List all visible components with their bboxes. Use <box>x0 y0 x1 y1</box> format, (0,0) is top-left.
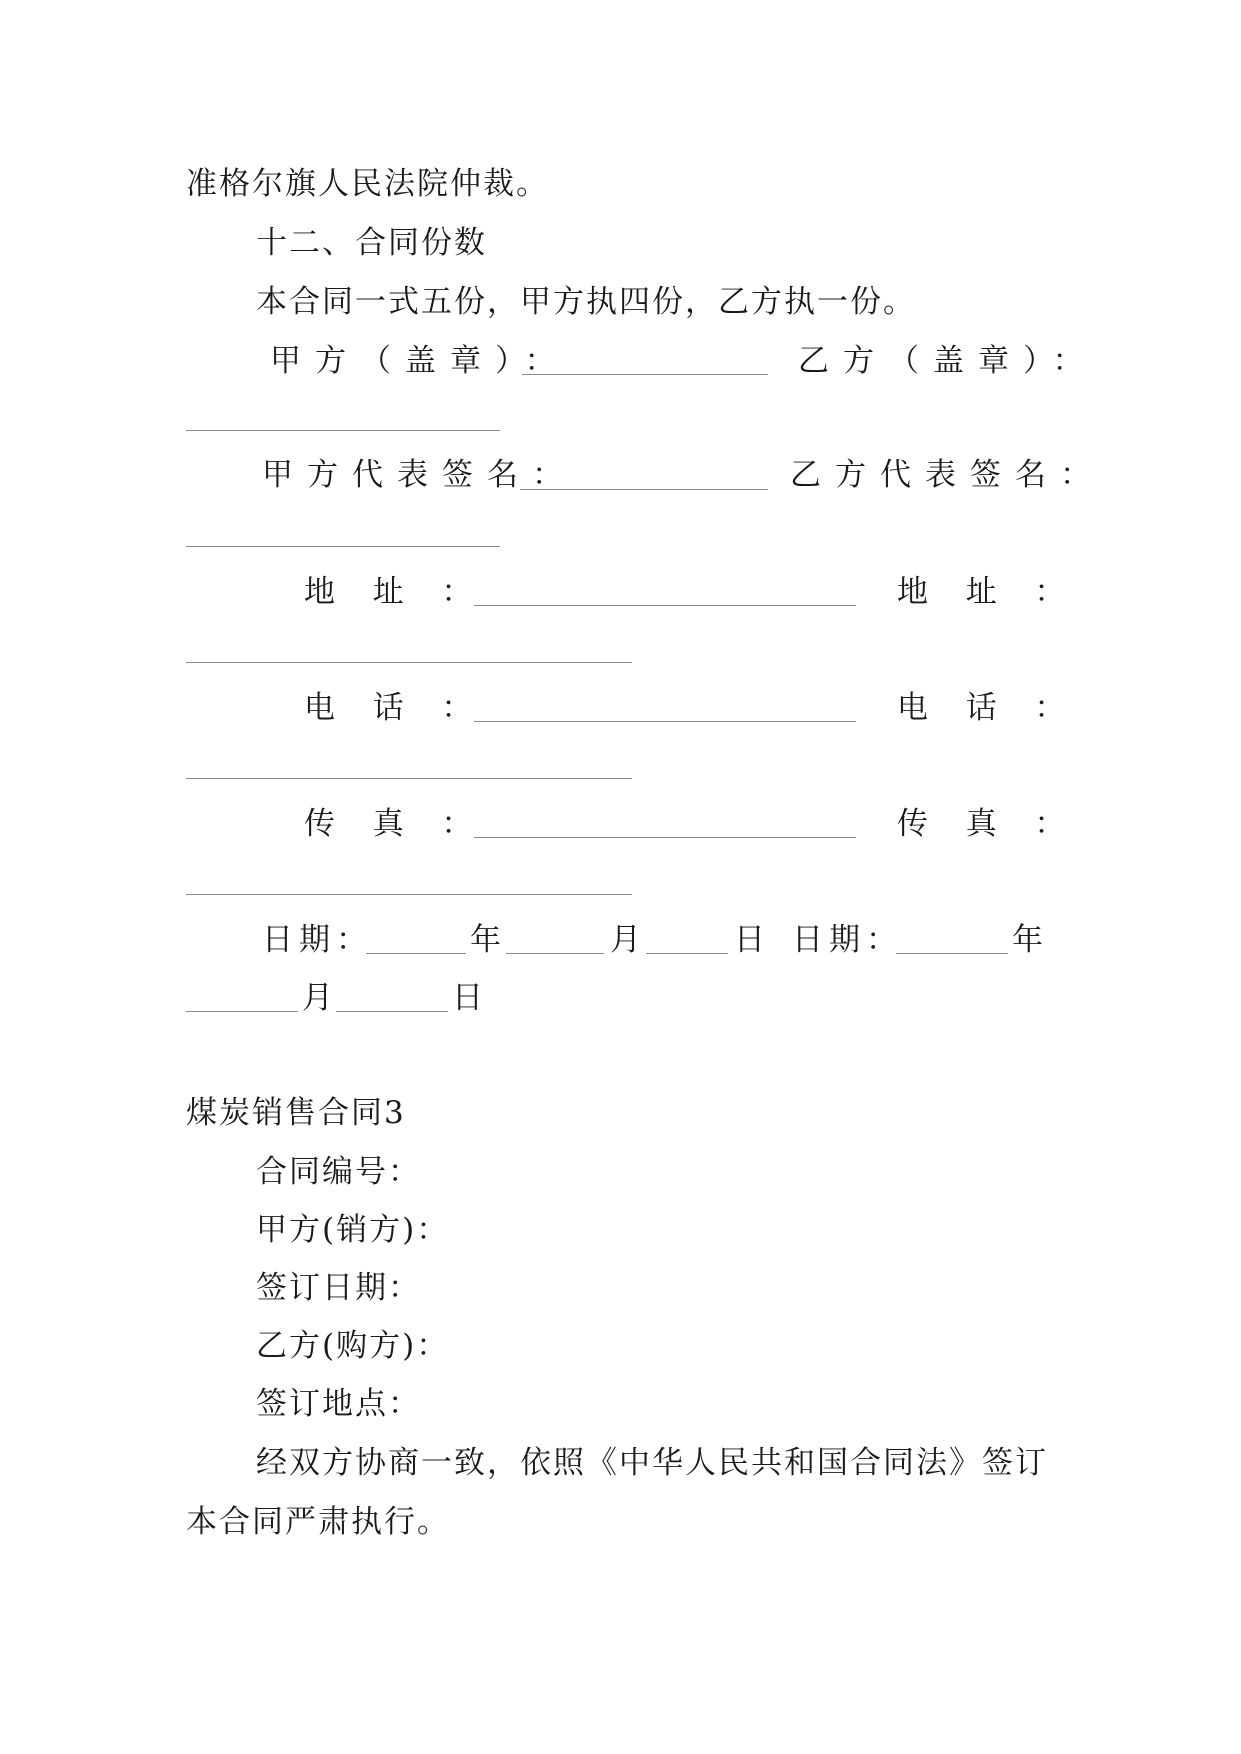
party-b-seal-label: 乙方（盖章）： <box>798 343 1098 379</box>
date-a-year-blank <box>366 953 466 954</box>
section-body: 本合同一式五份，甲方执四份，乙方执一份。 <box>256 284 916 320</box>
contract-no-label: 合同编号： <box>256 1154 421 1190</box>
date-a-label: 日期： <box>262 922 373 958</box>
date-a-month: 月 <box>610 922 643 958</box>
date-a-day-blank <box>646 953 728 954</box>
party-b-rep-blank <box>186 546 500 547</box>
party-b-rep-label: 乙方代表签名： <box>790 457 1105 493</box>
intro-paragraph-line1: 经双方协商一致，依照《中华人民共和国合同法》签订 <box>256 1445 1048 1481</box>
address-b-label: 地 址 ： <box>897 574 1072 610</box>
party-a-rep-blank <box>520 489 768 490</box>
party-a-rep-label: 甲方代表签名： <box>262 457 577 493</box>
date-b-label: 日期： <box>792 922 903 958</box>
party-a-seal-blank <box>522 374 768 375</box>
fax-a-blank <box>474 837 856 838</box>
date-b-month-blank <box>186 1011 298 1012</box>
section-heading: 十二、合同份数 <box>256 225 487 261</box>
date-b-day-blank <box>336 1011 448 1012</box>
sign-date-label: 签订日期： <box>256 1270 421 1306</box>
date-b-day: 日 <box>452 980 485 1016</box>
sign-place-label: 签订地点： <box>256 1386 421 1422</box>
date-a-month-blank <box>506 953 604 954</box>
address-b-blank <box>186 662 632 663</box>
date-b-month: 月 <box>302 980 335 1016</box>
intro-paragraph-line2: 本合同严肃执行。 <box>186 1504 450 1540</box>
address-a-blank <box>474 605 856 606</box>
phone-a-label: 电 话 ： <box>304 690 479 726</box>
fax-b-blank <box>186 894 632 895</box>
address-a-label: 地 址 ： <box>304 574 479 610</box>
party-a-label: 甲方(销方)： <box>256 1212 450 1248</box>
party-b-seal-blank <box>186 430 500 431</box>
date-b-year-blank <box>896 953 1008 954</box>
date-a-year: 年 <box>470 922 503 958</box>
phone-a-blank <box>474 721 856 722</box>
continuation-text: 准格尔旗人民法院仲裁。 <box>186 166 549 202</box>
party-b-label: 乙方(购方)： <box>256 1328 450 1364</box>
fax-b-label: 传 真 ： <box>897 806 1072 842</box>
fax-a-label: 传 真 ： <box>304 806 479 842</box>
party-a-seal-label: 甲方（盖章）： <box>270 343 570 379</box>
date-a-day: 日 <box>734 922 767 958</box>
phone-b-label: 电 话 ： <box>897 690 1072 726</box>
date-b-year: 年 <box>1012 922 1045 958</box>
phone-b-blank <box>186 778 632 779</box>
contract-title: 煤炭销售合同3 <box>186 1095 406 1131</box>
